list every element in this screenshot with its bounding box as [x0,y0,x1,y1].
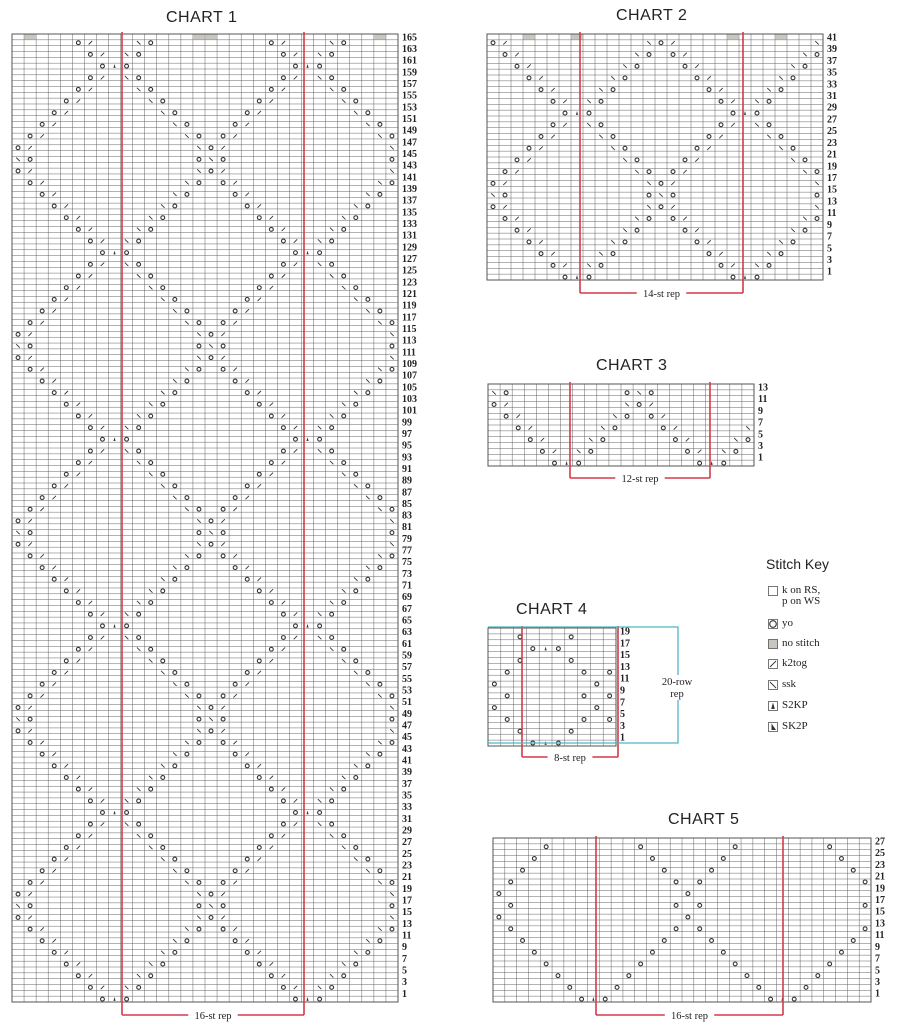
stitch-key-label: S2KP [782,699,808,711]
row-number: 165 [402,32,417,44]
row-number: 7 [827,231,832,243]
row-number: 75 [402,557,412,569]
row-number: 87 [402,487,412,499]
no-stitch-icon [768,639,778,649]
stitch-key-title: Stitch Key [766,556,830,572]
row-number: 79 [402,533,412,545]
row-number: 13 [875,918,885,930]
row-number: 109 [402,358,417,370]
row-number: 43 [402,743,412,755]
row-number: 83 [402,510,412,522]
row-number: 11 [620,673,630,685]
row-number: 1 [402,988,407,1000]
row-number: 133 [402,219,417,231]
row-number: 17 [402,895,412,907]
row-number: 93 [402,452,412,464]
row-number: 5 [827,243,832,255]
row-number: 21 [827,149,837,161]
row-number: 97 [402,428,412,440]
row-number: 131 [402,230,417,242]
row-number: 23 [827,137,837,149]
row-number: 105 [402,382,417,394]
row-number: 155 [402,90,417,102]
row-number: 29 [827,102,837,114]
row-number: 11 [875,930,885,942]
row-number: 35 [402,790,412,802]
row-number: 5 [402,965,407,977]
row-number: 141 [402,172,417,184]
row-number: 1 [875,988,880,1000]
row-number: 13 [402,918,412,930]
row-number: 13 [827,196,837,208]
row-number: 9 [620,685,625,697]
row-number: 3 [827,255,832,266]
no-stitch-cell [193,35,204,40]
chart-2 [487,32,823,293]
chart-title: CHART 5 [668,811,740,828]
row-number: 3 [875,977,880,988]
stitch-key-label: yo [782,617,793,629]
row-number: 95 [402,440,412,452]
row-number: 7 [758,417,763,429]
row-number: 25 [827,126,837,138]
row-number: 31 [827,91,837,102]
row-number: 159 [402,67,417,79]
no-stitch-cell [374,35,385,40]
row-number: 77 [402,545,412,557]
row-number: 11 [827,208,837,220]
row-number: 35 [827,67,837,79]
row-number: 153 [402,102,417,114]
row-number: 7 [620,697,625,709]
row-number: 89 [402,475,412,487]
chart-5 [493,836,871,1015]
row-number: 9 [758,405,763,417]
chart-grid-lines [488,628,616,746]
row-number: 19 [620,626,630,638]
row-number: 123 [402,277,417,289]
row-number: 125 [402,265,417,277]
row-number: 103 [402,393,417,405]
row-number: 63 [402,627,412,639]
row-number: 53 [402,685,412,697]
row-number: 41 [827,32,837,44]
row-number: 39 [402,767,412,779]
row-number: 31 [402,813,412,825]
row-number: 147 [402,137,417,149]
row-number: 15 [620,650,630,662]
row-number: 33 [402,802,412,814]
row-number: 145 [402,149,417,161]
row-number: 85 [402,498,412,510]
row-number: 69 [402,592,412,604]
row-number: 137 [402,195,417,207]
repeat-label: 16-st rep [194,1011,232,1022]
repeat-label: 12-st rep [621,474,659,485]
row-number: 37 [402,778,412,790]
row-number: 121 [402,288,417,300]
row-number: 3 [402,977,407,989]
chart-title: CHART 3 [596,357,668,374]
row-number: 65 [402,615,412,627]
row-number: 23 [402,860,412,872]
no-stitch-cell [572,35,583,40]
row-number: 143 [402,160,417,172]
no-stitch-cell [206,35,217,40]
row-number: 119 [402,300,417,312]
row-number: 11 [758,394,768,406]
chart-4 [488,626,618,757]
row-number: 57 [402,662,412,674]
row-number: 1 [620,732,625,744]
row-number: 15 [875,906,885,918]
row-number: 7 [875,953,880,965]
row-number: 139 [402,184,417,196]
row-number: 25 [402,848,412,860]
row-number: 5 [875,965,880,977]
row-number: 47 [402,720,412,732]
stitch-key-label: k on RS, p on WS [782,584,821,607]
no-stitch-cell [524,35,535,40]
row-number: 127 [402,254,417,266]
row-number: 17 [620,638,630,650]
row-number: 27 [827,114,837,126]
chart-title: CHART 2 [616,7,688,24]
row-number: 13 [758,382,768,394]
row-number: 21 [875,871,885,883]
row-repeat-label: 20-row [661,677,693,688]
row-number: 37 [827,55,837,67]
row-number: 61 [402,638,412,650]
row-number: 99 [402,417,412,429]
row-number: 149 [402,125,417,137]
row-number: 73 [402,568,412,580]
k2tog-icon [768,659,778,669]
row-number: 39 [827,44,837,56]
no-stitch-cell [776,35,787,40]
knit-icon [768,586,778,596]
row-number: 7 [402,953,407,965]
stitch-key-label: k2tog [782,657,808,669]
row-number: 21 [402,872,412,884]
row-number: 67 [402,603,412,615]
row-number: 11 [402,930,412,942]
row-number: 15 [827,184,837,196]
row-number: 13 [620,661,630,673]
row-number: 117 [402,312,417,324]
chart-3 [488,382,754,478]
row-number: 91 [402,463,412,475]
row-number: 19 [402,883,412,895]
row-number: 135 [402,207,417,219]
row-number: 59 [402,650,412,662]
row-number: 19 [875,883,885,895]
repeat-label: 16-st rep [670,1011,709,1022]
row-number: 81 [402,522,412,534]
chart-title: CHART 4 [516,601,588,618]
row-number: 23 [875,859,885,871]
row-number: 27 [402,837,412,849]
row-number: 71 [402,580,412,592]
stitch-key-label: ssk [782,678,797,690]
row-number: 163 [402,44,417,56]
row-number: 51 [402,697,412,709]
row-number: 25 [875,848,885,860]
no-stitch-cell [25,35,36,40]
row-number: 129 [402,242,417,254]
row-repeat-label: rep [670,689,684,700]
row-number: 3 [758,441,763,452]
chart-1 [12,32,398,1015]
row-number: 17 [827,173,837,184]
stitch-key-label: SK2P [782,720,808,732]
row-number: 19 [827,161,837,173]
sk2p-icon [768,722,778,732]
row-number: 9 [402,942,407,954]
repeat-label: 14-st rep [642,289,681,300]
row-number: 107 [402,370,417,382]
row-number: 157 [402,79,417,91]
row-number: 17 [875,895,885,906]
row-number: 151 [402,114,417,126]
row-number: 49 [402,708,412,720]
row-number: 15 [402,907,412,919]
row-number: 5 [620,709,625,721]
row-number: 1 [827,266,832,278]
ssk-icon [768,680,778,690]
s2kp-icon [768,701,778,711]
row-number: 29 [402,825,412,837]
repeat-label: 8-st rep [554,753,586,764]
row-number: 9 [827,219,832,231]
row-number: 101 [402,405,417,417]
row-number: 33 [827,79,837,91]
row-number: 55 [402,673,412,685]
row-number: 45 [402,732,412,744]
row-number: 5 [758,429,763,441]
row-number: 3 [620,720,625,732]
row-number: 1 [758,452,763,464]
row-number: 27 [875,836,885,848]
yo-icon [768,619,778,629]
row-number: 161 [402,55,417,67]
row-number: 115 [402,323,417,335]
no-stitch-cell [728,35,739,40]
row-number: 111 [402,347,416,359]
row-number: 41 [402,755,412,767]
row-number: 113 [402,335,417,347]
stitch-key-label: no stitch [782,637,820,649]
chart-title: CHART 1 [166,9,238,26]
row-number: 9 [875,941,880,953]
